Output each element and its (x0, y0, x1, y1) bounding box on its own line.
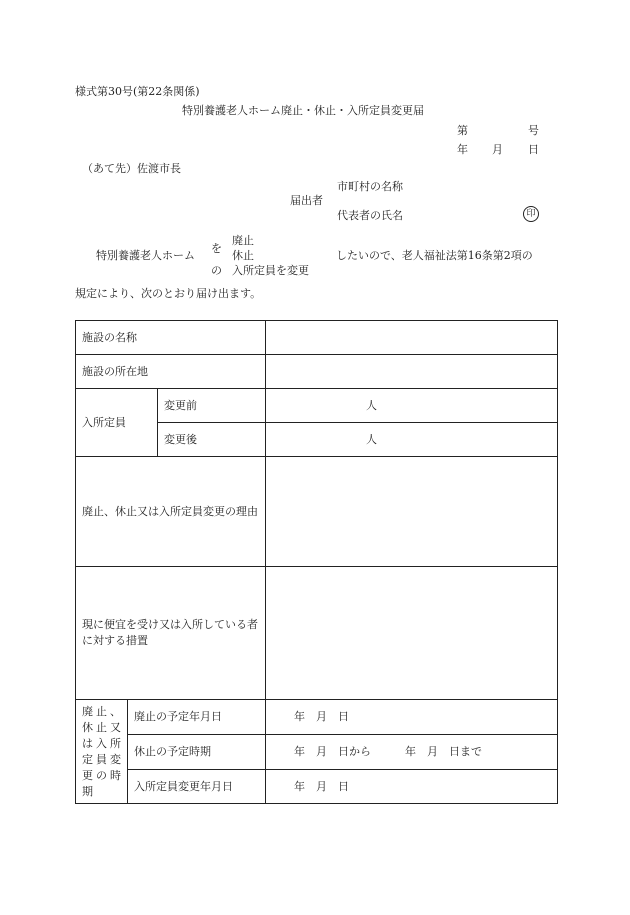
reason-label: 廃止、休止又は入所定員変更の理由 (76, 457, 266, 567)
doc-number-suffix: 号 (528, 124, 539, 137)
suspend-until-date: 年 月 日まで (405, 745, 483, 759)
reason-field[interactable] (266, 457, 558, 567)
row-planned-abolish (76, 700, 558, 735)
statement-line-2: 規定により、次のとおり届け出ます。 (75, 287, 262, 300)
planned-capacity-date: 年 月 日 (294, 779, 350, 793)
planned-capacity-field[interactable] (266, 770, 558, 804)
suspend-from-date: 年 月 日から (294, 745, 372, 759)
row-reason (76, 457, 558, 567)
capacity-after-unit: 人 (366, 432, 378, 446)
date-day: 日 (528, 143, 539, 156)
capacity-before-field[interactable] (266, 389, 558, 423)
row-planned-suspend (76, 735, 558, 770)
capacity-after-field[interactable] (266, 423, 558, 457)
planned-capacity-label: 入所定員変更年月日 (128, 770, 266, 804)
notification-table (75, 320, 558, 804)
particle-no: の (211, 264, 222, 277)
seal-mark: 印 (523, 206, 539, 222)
option-capacity: 入所定員を変更 (232, 264, 309, 277)
representative-label: 代表者の氏名 (337, 209, 403, 222)
capacity-before-label: 変更前 (158, 389, 266, 423)
subject-text: 特別養護老人ホーム (96, 249, 195, 262)
statement-line-1: したいので、老人福祉法第16条第2項の (336, 249, 533, 262)
facility-address-field[interactable] (266, 355, 558, 389)
particle-wo: を (211, 242, 222, 255)
measures-label: 現に便宜を受け又は入所している者に対する措置 (76, 567, 266, 700)
document-title: 特別養護老人ホーム廃止・休止・入所定員変更届 (182, 104, 424, 117)
planned-abolish-date: 年 月 日 (294, 710, 350, 724)
measures-field[interactable] (266, 567, 558, 700)
row-planned-capacity (76, 770, 558, 804)
form-number: 様式第30号(第22条関係) (75, 85, 200, 98)
facility-name-field[interactable] (266, 321, 558, 355)
planned-suspend-field[interactable] (266, 735, 558, 770)
timing-label: 廃止、休止又は入所定員変更の時期 (76, 700, 128, 804)
option-suspend: 休止 (232, 249, 254, 262)
addressee: （あて先）佐渡市長 (82, 162, 181, 175)
row-capacity-before (76, 389, 558, 423)
capacity-label: 入所定員 (76, 389, 158, 457)
row-measures (76, 567, 558, 700)
row-facility-address (76, 355, 558, 389)
row-facility-name (76, 321, 558, 355)
capacity-before-unit: 人 (366, 398, 378, 412)
facility-address-label: 施設の所在地 (76, 355, 266, 389)
facility-name-label: 施設の名称 (76, 321, 266, 355)
planned-suspend-label: 休止の予定時期 (128, 735, 266, 770)
doc-number-prefix: 第 (457, 124, 468, 137)
option-abolish: 廃止 (232, 234, 254, 247)
capacity-after-label: 変更後 (158, 423, 266, 457)
planned-abolish-label: 廃止の予定年月日 (128, 700, 266, 735)
planned-abolish-field[interactable] (266, 700, 558, 735)
date-month: 月 (492, 143, 503, 156)
date-year: 年 (457, 143, 468, 156)
submitter-label: 届出者 (290, 194, 323, 207)
municipality-label: 市町村の名称 (337, 180, 403, 193)
